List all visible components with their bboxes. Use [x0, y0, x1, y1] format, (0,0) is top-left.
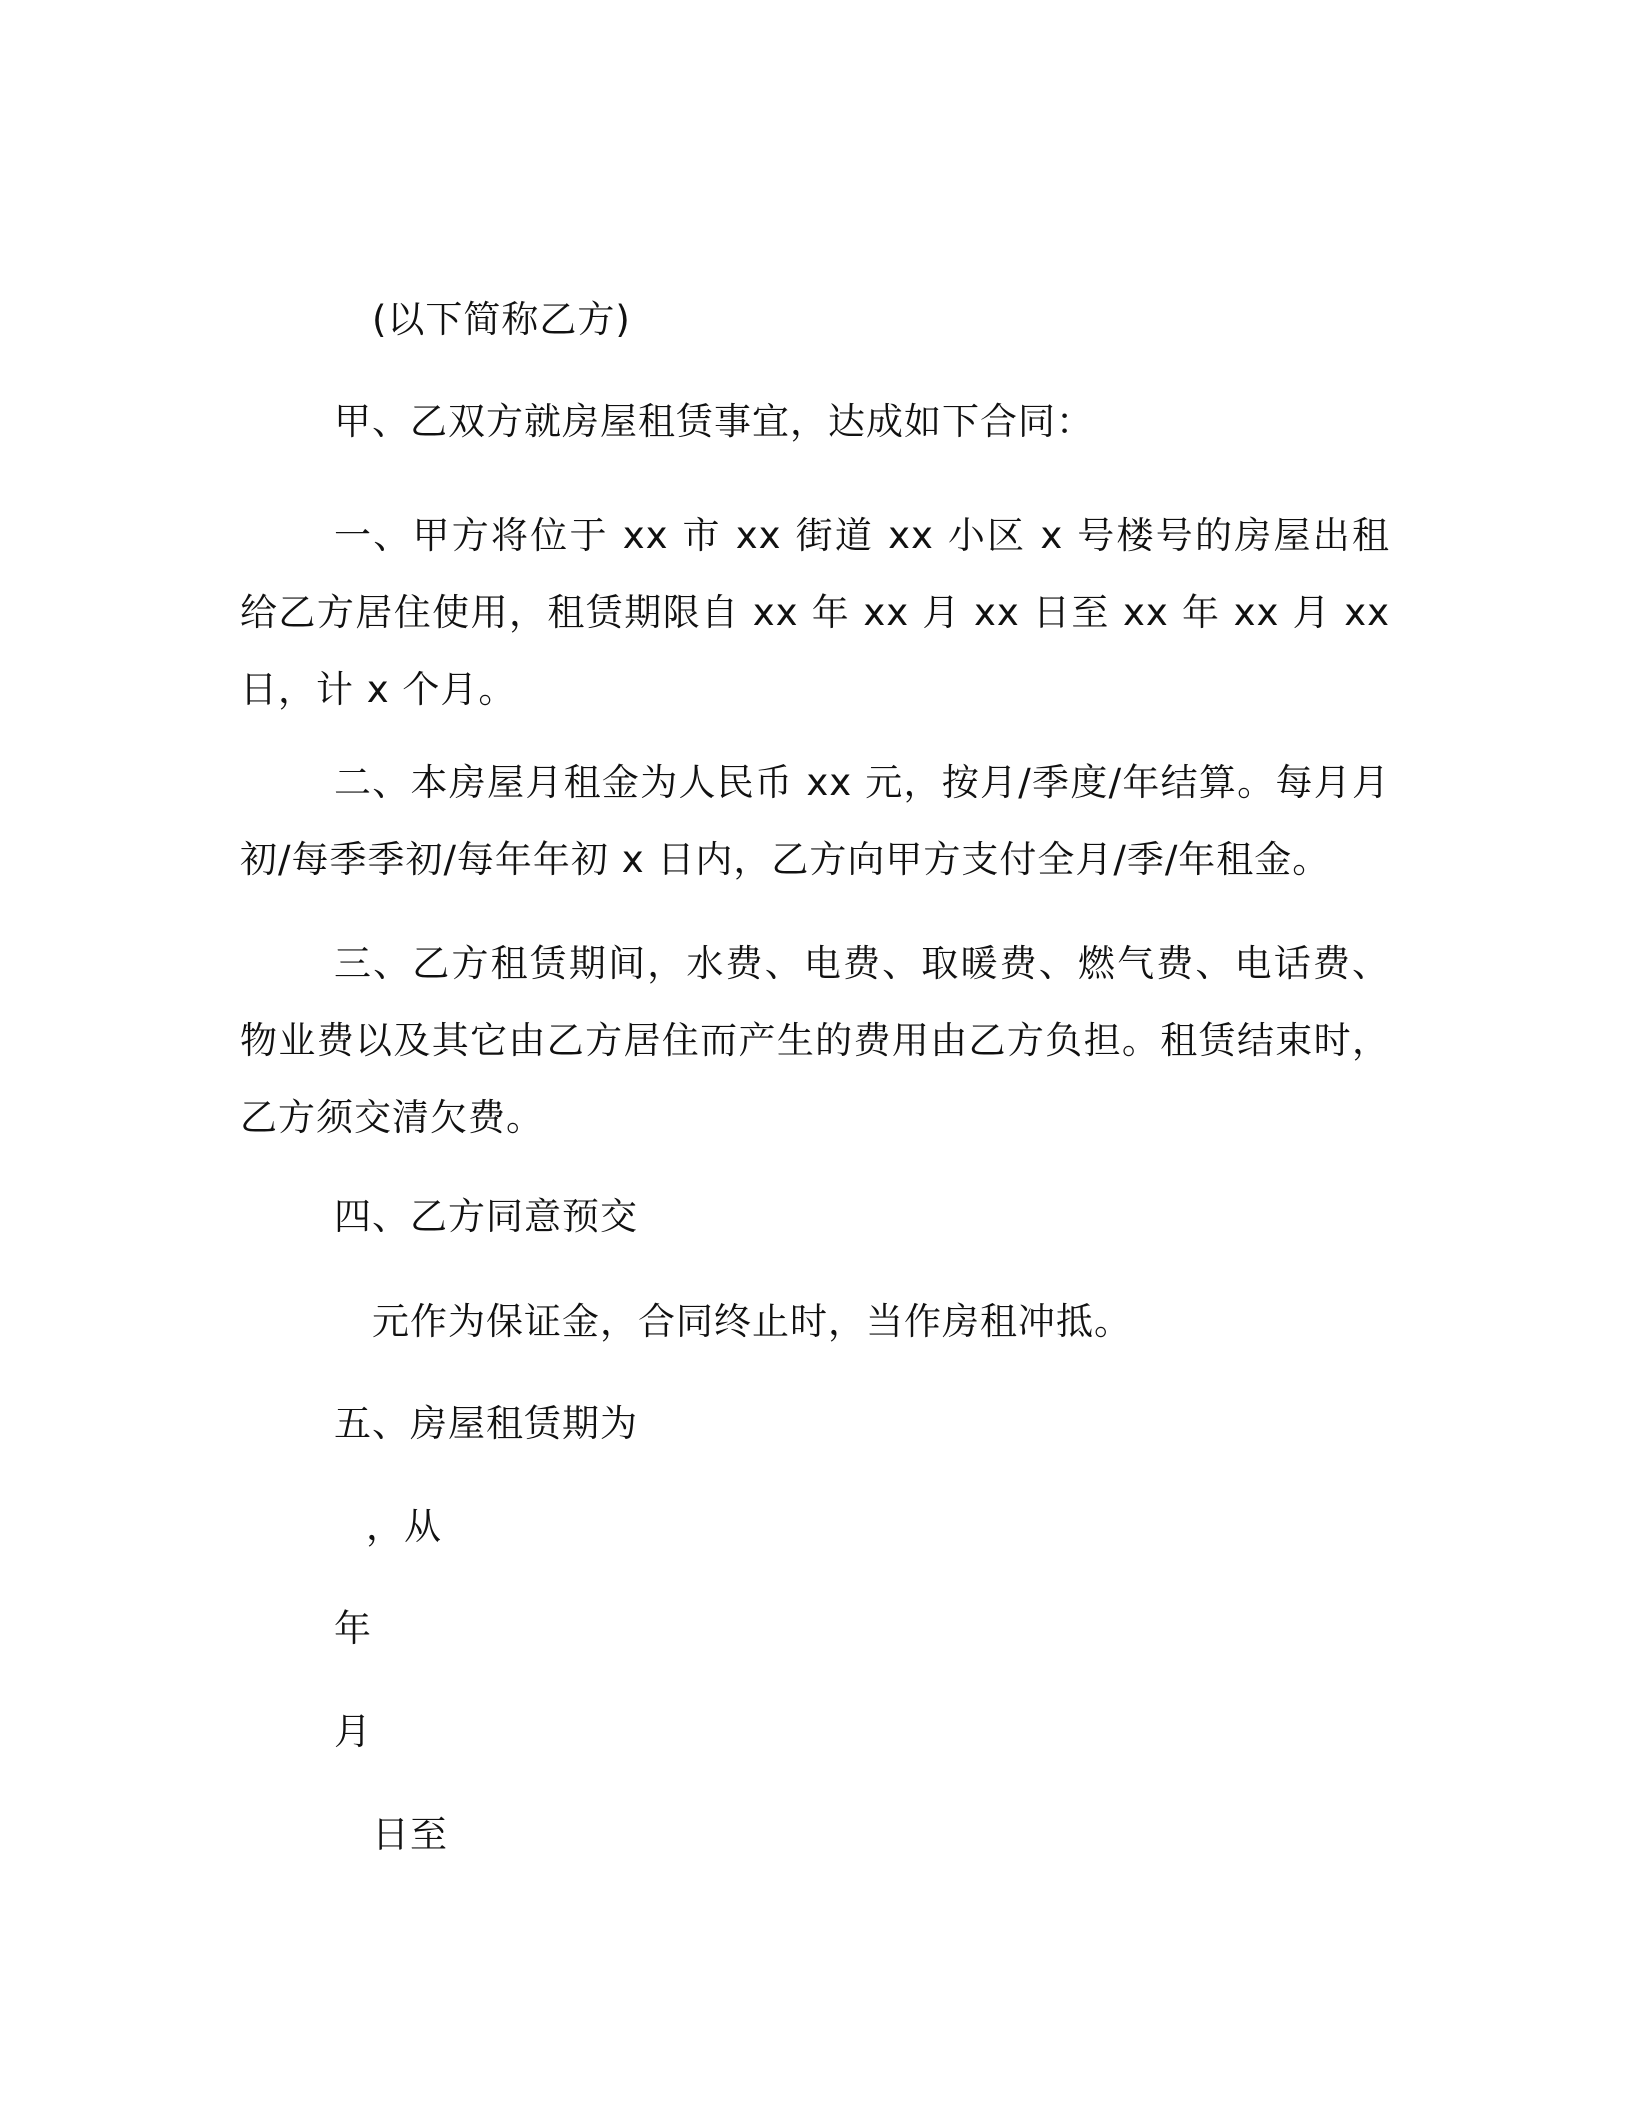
party-b-abbrev-line: (以下简称乙方)	[372, 298, 631, 341]
clause-1-paragraph: 一、甲方将位于 xx 市 xx 街道 xx 小区 x 号楼号的房屋出租给乙方居住使用，租赁期限自 xx 年 xx 月 xx 日至 xx 年 xx 月 xx 日，计 x 个月。	[240, 514, 1390, 711]
intro-line: 甲、乙双方就房屋租赁事宜，达成如下合同：	[334, 400, 1094, 443]
clause-3-paragraph: 三、乙方租赁期间，水费、电费、取暖费、燃气费、电话费、物业费以及其它由乙方居住而产生的费用由乙方负担。租赁结束时，乙方须交清欠费。	[240, 942, 1390, 1139]
clause-5-head-line: 五、房屋租赁期为	[334, 1402, 638, 1445]
fragment-day-to-line: 日至	[372, 1813, 448, 1856]
clause-4-head-line: 四、乙方同意预交	[334, 1195, 638, 1238]
clause-4-tail-line: 元作为保证金，合同终止时，当作房租冲抵。	[372, 1300, 1132, 1343]
fragment-year-line: 年	[334, 1607, 372, 1650]
clause-2-paragraph: 二、本房屋月租金为人民币 xx 元，按月/季度/年结算。每月月初/每季季初/每年年初 x 日内，乙方向甲方支付全月/季/年租金。	[240, 761, 1390, 881]
fragment-month-line: 月	[334, 1710, 372, 1753]
fragment-from-line: ，从	[366, 1505, 442, 1548]
